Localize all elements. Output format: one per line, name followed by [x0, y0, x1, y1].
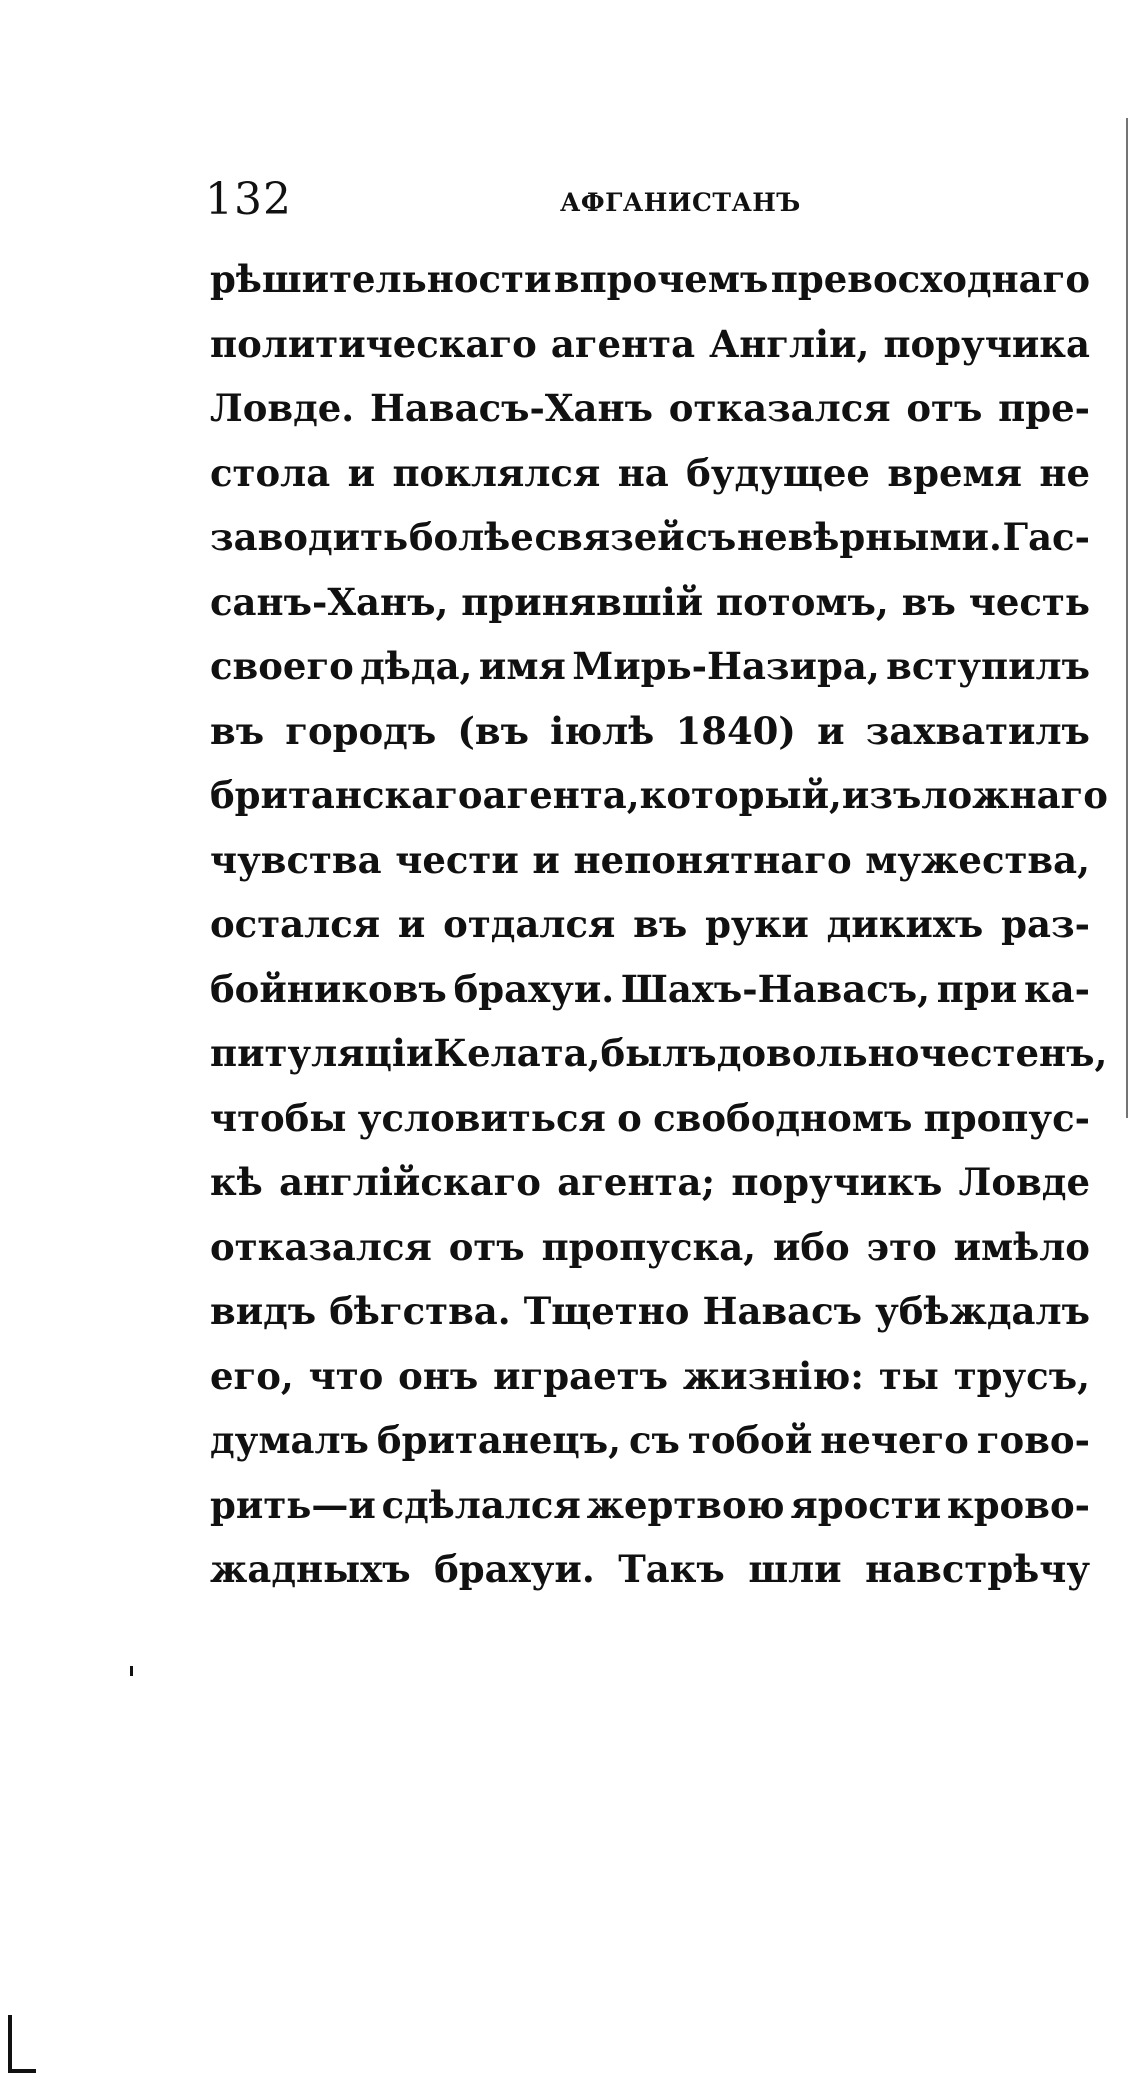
- word: поклялся: [392, 450, 601, 495]
- word: Англіи,: [709, 321, 870, 366]
- word: чувства: [210, 837, 382, 882]
- word: довольно: [716, 1031, 920, 1075]
- word: будущее: [686, 450, 870, 495]
- text-line: [210, 376, 1090, 441]
- word: свободномъ: [653, 1095, 913, 1140]
- word: 1840): [675, 708, 796, 753]
- word: отказался: [668, 386, 891, 430]
- word: что: [308, 1353, 384, 1398]
- word: изъ: [841, 773, 922, 817]
- word: съ: [629, 1418, 680, 1462]
- word: превосходнаго: [770, 257, 1090, 301]
- text-line: [210, 312, 1090, 377]
- word: его,: [210, 1353, 294, 1398]
- text-line: [210, 957, 1090, 1022]
- word: брахуи.: [434, 1547, 595, 1591]
- word: Навасъ: [702, 1289, 863, 1333]
- word: и: [397, 902, 426, 946]
- word: имя: [478, 644, 566, 688]
- word: іюлѣ: [550, 708, 655, 753]
- word: агента: [550, 321, 696, 366]
- word: агента;: [557, 1160, 716, 1204]
- word: руки: [705, 902, 809, 946]
- word: трусъ,: [953, 1353, 1090, 1398]
- word: Шахъ-Навасъ,: [620, 966, 931, 1011]
- text-line: [210, 892, 1090, 957]
- word: невѣрными.: [736, 515, 1002, 559]
- text-line: [210, 247, 1090, 312]
- text-line: [210, 505, 1090, 570]
- text-line: [210, 828, 1090, 893]
- word: городъ: [285, 708, 437, 753]
- word: санъ-Ханъ,: [210, 579, 449, 624]
- word: брахуи.: [453, 966, 615, 1011]
- word: англійскаго: [279, 1160, 541, 1204]
- word: думалъ: [210, 1418, 369, 1462]
- word: потомъ,: [716, 579, 889, 624]
- word: ты: [878, 1353, 939, 1398]
- word: захватилъ: [865, 708, 1090, 753]
- text-line: [210, 570, 1090, 635]
- word: ибо: [772, 1224, 850, 1269]
- corner-crop-mark: [8, 2015, 12, 2073]
- word: убѣждалъ: [875, 1289, 1090, 1333]
- word: въ: [901, 579, 956, 624]
- word: гово-: [976, 1418, 1090, 1462]
- word: который,: [639, 773, 842, 817]
- word: поручика: [883, 321, 1090, 366]
- word: британецъ,: [376, 1418, 622, 1462]
- word: стола: [210, 450, 331, 495]
- text-line: [210, 1408, 1090, 1473]
- word: отъ: [448, 1224, 525, 1269]
- body-text: [210, 247, 1108, 1602]
- word: время: [887, 450, 1022, 495]
- word: заводить: [210, 515, 409, 559]
- corner-crop-mark-foot: [8, 2069, 36, 2073]
- word: кѣ: [210, 1160, 263, 1204]
- word: (въ: [457, 708, 529, 753]
- word: въ: [210, 708, 265, 753]
- text-line: [210, 1279, 1090, 1344]
- word: политическаго: [210, 321, 537, 366]
- word: принявшій: [461, 579, 704, 624]
- word: условиться: [357, 1095, 606, 1140]
- word: честенъ,: [919, 1031, 1108, 1075]
- word: жизнію:: [682, 1353, 864, 1398]
- word: отъ: [906, 386, 983, 430]
- text-line: [210, 1150, 1090, 1215]
- word: и: [347, 450, 376, 495]
- word: и: [817, 708, 845, 753]
- word: Гас-: [1002, 515, 1090, 559]
- word: агента,: [482, 773, 640, 817]
- word: Ловде.: [210, 386, 355, 430]
- page-edge-rule: [1126, 118, 1128, 1118]
- word: пропуска,: [541, 1224, 757, 1269]
- ink-speck: [130, 1666, 133, 1676]
- word: отказался: [210, 1224, 432, 1269]
- word: связей: [534, 515, 685, 559]
- text-line: [210, 1473, 1090, 1538]
- word: рѣшительности: [210, 257, 552, 301]
- word: былъ: [600, 1031, 717, 1075]
- word: чести: [395, 837, 519, 882]
- word: навстрѣчу: [865, 1547, 1090, 1591]
- word: непонятнаго: [573, 837, 852, 882]
- text-line: [210, 1215, 1090, 1280]
- page-number: 132: [205, 174, 292, 225]
- word: поручикъ: [731, 1160, 943, 1204]
- word: имѣло: [953, 1224, 1090, 1269]
- word: Тщетно: [523, 1289, 690, 1333]
- word: ярости: [790, 1482, 942, 1527]
- word: играетъ: [493, 1353, 668, 1398]
- word: чтобы: [210, 1095, 347, 1140]
- word: шли: [748, 1547, 842, 1591]
- text-line: [210, 763, 1108, 828]
- word: пропус-: [923, 1095, 1090, 1140]
- word: раз-: [1001, 902, 1090, 946]
- word: ложнаго: [921, 773, 1108, 817]
- word: тобой: [687, 1418, 813, 1462]
- text-line: [210, 1086, 1090, 1151]
- word: болѣе: [408, 515, 534, 559]
- word: при: [936, 966, 1018, 1011]
- word: отдался: [443, 902, 616, 946]
- word: британскаго: [210, 773, 483, 817]
- word: и: [532, 837, 560, 882]
- text-line: [210, 1021, 1108, 1086]
- word: Келата,: [433, 1031, 601, 1075]
- word: на: [617, 450, 669, 495]
- word: вступилъ: [886, 644, 1090, 688]
- page-header: [205, 170, 1085, 230]
- word: ка-: [1023, 966, 1090, 1011]
- word: это: [866, 1224, 937, 1269]
- word: крово-: [946, 1482, 1090, 1527]
- word: жертвою: [586, 1482, 785, 1527]
- word: своего: [210, 644, 354, 688]
- word: рить—и: [210, 1482, 376, 1527]
- text-line: [210, 699, 1090, 764]
- text-line: [210, 1537, 1090, 1602]
- word: Такъ: [618, 1547, 725, 1591]
- word: бѣгства.: [329, 1289, 511, 1333]
- word: жадныхъ: [210, 1547, 411, 1591]
- word: честь: [968, 579, 1090, 624]
- word: питуляціи: [210, 1031, 434, 1075]
- word: остался: [210, 902, 381, 946]
- word: нечего: [820, 1418, 969, 1462]
- text-line: [210, 1344, 1090, 1409]
- text-line: [210, 634, 1090, 699]
- word: съ: [685, 515, 737, 559]
- word: пре-: [998, 386, 1090, 430]
- word: дикихъ: [826, 902, 984, 946]
- word: мужества,: [865, 837, 1090, 882]
- word: видъ: [210, 1289, 317, 1333]
- text-line: [210, 441, 1090, 506]
- word: не: [1039, 450, 1090, 495]
- word: въ: [633, 902, 688, 946]
- word: Мирь-Назира,: [572, 644, 880, 688]
- word: онъ: [398, 1353, 479, 1398]
- word: Навасъ-Ханъ: [369, 386, 653, 430]
- word: дѣда,: [360, 644, 473, 688]
- word: впрочемъ: [553, 257, 769, 301]
- word: бойниковъ: [210, 966, 447, 1011]
- word: Ловде: [958, 1160, 1090, 1204]
- word: сдѣлался: [381, 1482, 581, 1527]
- word: о: [617, 1095, 642, 1140]
- running-title: АФГАНИСТАНЪ: [560, 188, 801, 217]
